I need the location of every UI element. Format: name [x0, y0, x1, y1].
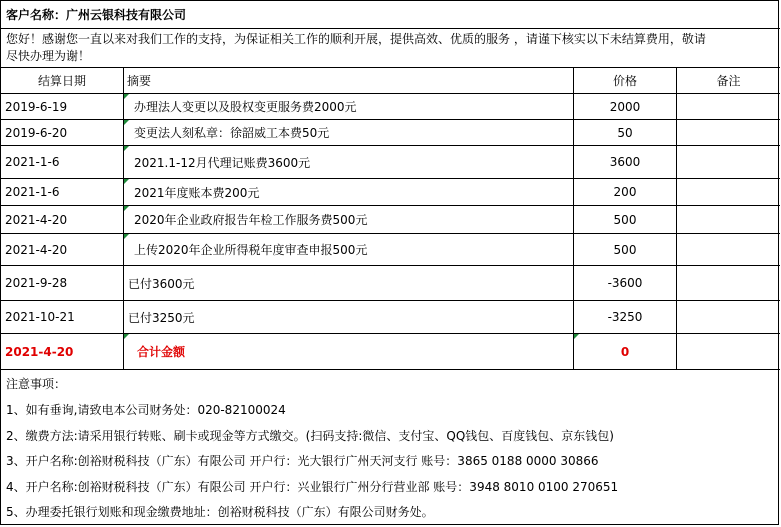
- date-cell[interactable]: 2019-6-20: [1, 120, 124, 145]
- note-item: 2、缴费方法:请采用银行转账、刷卡或现金等方式缴交。(扫码支持:微信、支付宝、QQ钱包、百度钱包、京东钱包): [6, 429, 614, 443]
- summary-cell[interactable]: 上传2020年企业所得税年度审查申报500元: [124, 234, 574, 265]
- note-item: 5、办理委托银行划账和现金缴费地址：创裕财税科技（广东）有限公司财务处。: [6, 505, 434, 519]
- date-cell[interactable]: 2021-1-6: [1, 146, 124, 178]
- note-item: 4、开户名称:创裕财税科技（广东）有限公司 开户行：兴业银行广州分行营业部 账号：3948 8010 0100 270651: [6, 480, 619, 494]
- note-item: 3、开户名称:创裕财税科技（广东）有限公司 开户行：光大银行广州天河支行 账号：3865 0188 0000 30866: [6, 454, 599, 468]
- date-cell[interactable]: 2019-6-19: [1, 94, 124, 119]
- price-cell[interactable]: 50: [574, 120, 677, 145]
- table-row: [1, 234, 780, 266]
- summary-cell[interactable]: 变更法人刻私章：徐韶威工本费50元: [124, 120, 574, 145]
- customer-row: [1, 1, 780, 29]
- greeting-row: [1, 29, 780, 68]
- summary-cell[interactable]: 办理法人变更以及股权变更服务费2000元: [124, 94, 574, 119]
- price-cell[interactable]: -3600: [574, 266, 677, 300]
- summary-cell[interactable]: 2021年度账本费200元: [124, 179, 574, 205]
- greeting-cell[interactable]: [6, 29, 780, 67]
- customer-cell[interactable]: [6, 1, 780, 28]
- column-header-summary[interactable]: 摘要: [124, 68, 574, 93]
- summary-cell[interactable]: 2020年企业政府报告年检工作服务费500元: [124, 206, 574, 233]
- table-row: [1, 206, 780, 234]
- notes-title: 注意事项：: [6, 377, 67, 391]
- date-cell[interactable]: 2021-1-6: [1, 179, 124, 205]
- note-cell[interactable]: [677, 266, 780, 300]
- total-row: [1, 334, 780, 370]
- price-cell[interactable]: -3250: [574, 301, 677, 333]
- date-cell[interactable]: 2021-10-21: [1, 301, 124, 333]
- summary-cell[interactable]: 已付3600元: [124, 266, 574, 300]
- column-header-note[interactable]: 备注: [716, 74, 741, 88]
- greeting-line-2: 尽快办理为谢！: [6, 49, 91, 63]
- notes-section[interactable]: [1, 370, 780, 526]
- note-cell[interactable]: [677, 120, 780, 145]
- note-cell[interactable]: [677, 179, 780, 205]
- column-header-date[interactable]: 结算日期: [1, 68, 124, 93]
- note-cell[interactable]: [677, 146, 780, 178]
- table-row: [1, 301, 780, 334]
- table-row: [1, 120, 780, 146]
- summary-cell[interactable]: 2021.1-12月代理记账费3600元: [124, 146, 574, 178]
- date-cell[interactable]: 2021-4-20: [1, 206, 124, 233]
- table-row: [1, 146, 780, 179]
- price-cell[interactable]: 500: [574, 234, 677, 265]
- total-price-cell[interactable]: 0: [574, 334, 677, 369]
- table-row: [1, 266, 780, 301]
- date-cell[interactable]: 2021-9-28: [1, 266, 124, 300]
- column-header-price[interactable]: 价格: [574, 68, 677, 93]
- price-cell[interactable]: 2000: [574, 94, 677, 119]
- note-item: 1、如有垂询,请致电本公司财务处：020-82100024: [6, 403, 286, 417]
- total-label-cell[interactable]: 合计金额: [124, 334, 574, 369]
- note-cell[interactable]: [677, 94, 780, 119]
- note-cell[interactable]: [677, 301, 780, 333]
- price-cell[interactable]: 200: [574, 179, 677, 205]
- total-date-cell[interactable]: 2021-4-20: [1, 334, 124, 369]
- price-cell[interactable]: 3600: [574, 146, 677, 178]
- customer-label: 客户名称：: [6, 8, 67, 22]
- table-row: [1, 179, 780, 206]
- note-cell[interactable]: [677, 206, 780, 233]
- total-note-cell[interactable]: [677, 334, 780, 369]
- customer-name: 广州云银科技有限公司: [66, 8, 187, 22]
- column-header-row: [1, 68, 780, 94]
- summary-cell[interactable]: 已付3250元: [124, 301, 574, 333]
- greeting-line-1: 您好！感谢您一直以来对我们工作的支持，为保证相关工作的顺利开展，提供高效、优质的服务 ，请谨下核实以下未结算费用，敬请: [6, 32, 706, 46]
- price-cell[interactable]: 500: [574, 206, 677, 233]
- note-cell[interactable]: [677, 234, 780, 265]
- date-cell[interactable]: 2021-4-20: [1, 234, 124, 265]
- table-row: [1, 94, 780, 120]
